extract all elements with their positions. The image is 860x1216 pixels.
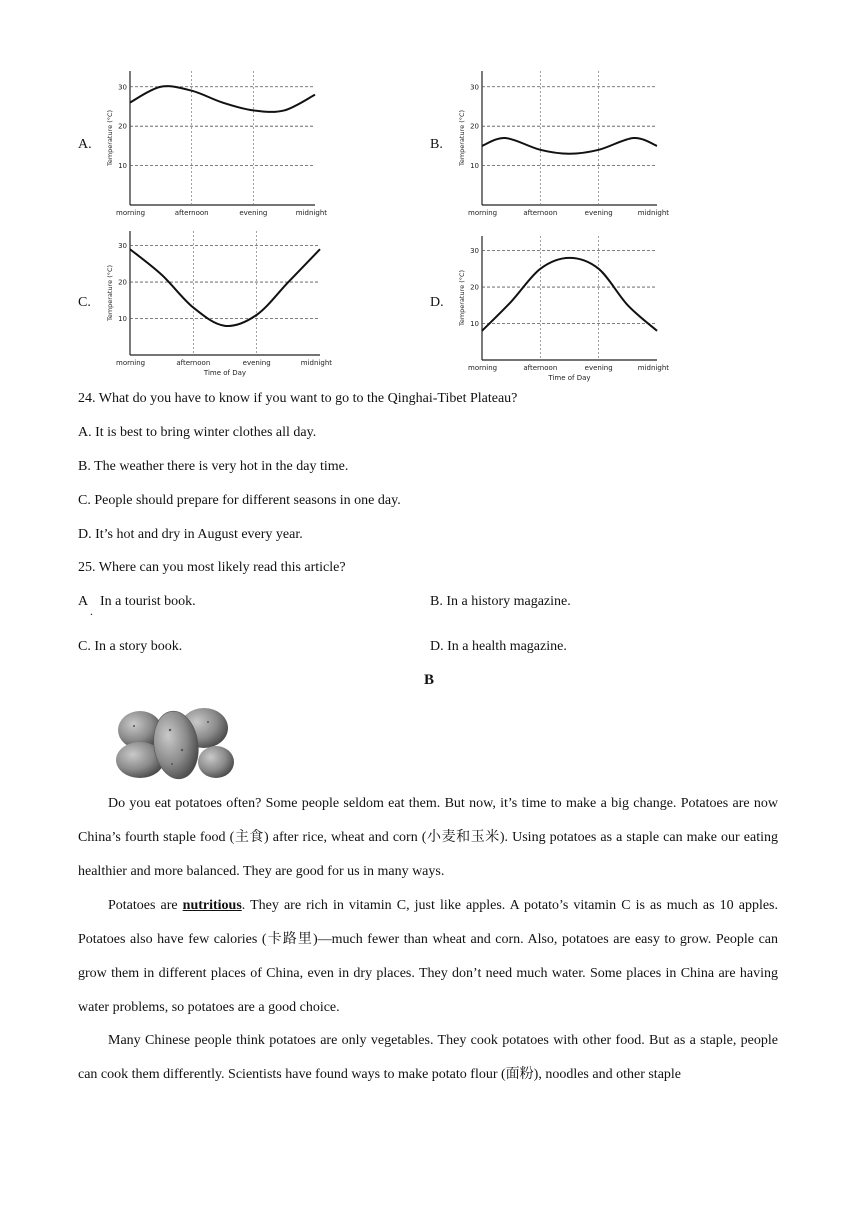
y-tick-label: 10 <box>470 320 479 329</box>
potatoes-image <box>112 700 236 782</box>
q24-option-d: D. It’s hot and dry in August every year. <box>78 527 303 542</box>
x-tick-label: evening <box>239 209 268 217</box>
y-tick-label: 10 <box>118 315 127 324</box>
y-tick-label: 30 <box>470 247 479 256</box>
q25-option-d: D. In a health magazine. <box>430 639 567 654</box>
y-tick-label: 20 <box>118 278 127 287</box>
temperature-line <box>482 258 657 331</box>
y-tick-label: 30 <box>118 83 127 92</box>
question-24: 24. What do you have to know if you want to go to the Qinghai-Tibet Plateau? <box>78 391 518 406</box>
option-c-label: C. <box>78 295 91 310</box>
temperature-line <box>130 86 315 112</box>
x-axis-label: Time of Day <box>548 374 591 382</box>
paragraph-2-rest: . They are rich in vitamin C, just like apples. A potato’s vitamin C is as much as 10 apples. Potatoes also have few calories (卡路里)—much fewer than wheat and corn. Also, potatoes are easy to grow. People can grow them in different places of China, even in dry places. They don’t need much water. Some places in China are having water problems, so potatoes are a good choice. <box>78 898 778 1015</box>
x-tick-label: evening <box>584 209 613 217</box>
chart-d <box>452 230 682 382</box>
x-tick-label: morning <box>116 209 146 217</box>
temperature-line <box>482 138 657 154</box>
article-paragraph-3: Many Chinese people think potatoes are only vegetables. They cook potatoes with other food. But as a staple, people can cook them differently. Scientists have found ways to make potato flour (面粉), noodles and other staple <box>78 1033 778 1082</box>
chart-a <box>100 65 340 220</box>
x-tick-label: morning <box>468 209 498 217</box>
question-25: 25. Where can you most likely read this article? <box>78 560 346 575</box>
y-axis-label: Temperature (°C) <box>106 264 114 322</box>
q24-option-a: A. It is best to bring winter clothes all day. <box>78 425 317 440</box>
y-axis-label: Temperature (°C) <box>458 109 466 167</box>
keyword-nutritious: nutritious <box>182 898 242 913</box>
y-tick-label: 30 <box>118 242 127 251</box>
x-tick-label: midnight <box>295 209 327 217</box>
x-tick-label: afternoon <box>174 209 209 217</box>
q25-option-a-letter: A <box>78 594 89 609</box>
x-tick-label: midnight <box>300 359 332 367</box>
y-tick-label: 20 <box>118 122 127 131</box>
x-tick-label: morning <box>468 364 498 372</box>
q25-option-b: B. In a history magazine. <box>430 594 571 609</box>
x-tick-label: morning <box>116 359 146 367</box>
q25-option-a-dot: . <box>90 604 93 618</box>
y-axis-label: Temperature (°C) <box>458 269 466 327</box>
y-tick-label: 10 <box>118 162 127 171</box>
y-axis-label: Temperature (°C) <box>106 109 114 167</box>
x-tick-label: afternoon <box>523 364 558 372</box>
y-tick-label: 20 <box>470 283 479 292</box>
x-tick-label: afternoon <box>176 359 211 367</box>
article-paragraph-2 <box>78 889 778 1025</box>
x-tick-label: evening <box>584 364 613 372</box>
option-a-label: A. <box>78 137 92 152</box>
paragraph-2-start: Potatoes are <box>108 898 183 913</box>
q24-option-b: B. The weather there is very hot in the day time. <box>78 459 349 474</box>
y-tick-label: 30 <box>470 83 479 92</box>
x-axis-label: Time of Day <box>203 369 247 377</box>
y-tick-label: 20 <box>470 122 479 131</box>
y-tick-label: 10 <box>470 162 479 171</box>
chart-b <box>452 65 682 225</box>
q24-option-c: C. People should prepare for different seasons in one day. <box>78 493 401 508</box>
q25-option-a: In a tourist book. <box>100 594 196 609</box>
x-tick-label: midnight <box>637 209 669 217</box>
x-tick-label: afternoon <box>523 209 558 217</box>
x-tick-label: midnight <box>637 364 669 372</box>
section-heading: B <box>424 672 435 688</box>
option-d-label: D. <box>430 295 444 310</box>
temperature-line <box>130 249 320 326</box>
q25-option-c: C. In a story book. <box>78 639 183 654</box>
option-b-label: B. <box>430 137 443 152</box>
chart-c <box>100 225 345 380</box>
article-paragraph-1: Do you eat potatoes often? Some people seldom eat them. But now, it’s time to make a big change. Potatoes are now China’s fourth staple food (主食) after rice, wheat and corn (小麦和玉米). Using potatoes as a staple can make our eating healthier and more balanced. They are good for us in many ways. <box>78 796 778 879</box>
x-tick-label: evening <box>242 359 271 367</box>
